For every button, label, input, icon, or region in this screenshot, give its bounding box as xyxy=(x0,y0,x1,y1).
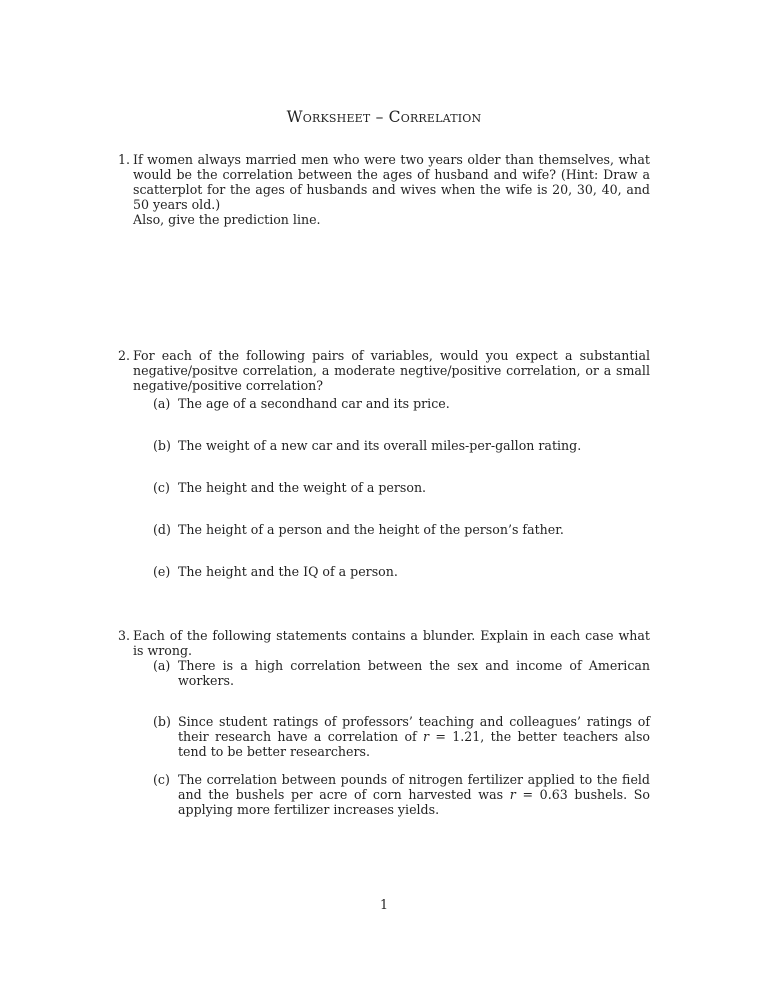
item-label: (c) xyxy=(153,772,170,787)
title-part-1: Worksheet xyxy=(286,108,371,126)
question-2-item-c xyxy=(153,480,650,495)
question-2-item-e xyxy=(153,564,650,579)
item-text: The height and the weight of a person. xyxy=(178,480,427,495)
question-3-item-a xyxy=(153,658,650,688)
question-2 xyxy=(118,348,650,393)
question-number: 2. xyxy=(118,348,131,363)
page-number: 1 xyxy=(379,897,388,912)
item-text-after: = 0.63 bushels. So applying more fertilizer increases yields. xyxy=(178,787,650,817)
question-2-item-d xyxy=(153,522,650,537)
question-number: 3. xyxy=(118,628,131,643)
page-title xyxy=(0,110,768,125)
variable-r: r xyxy=(509,787,516,802)
item-label: (a) xyxy=(153,658,171,673)
item-label: (b) xyxy=(153,438,171,453)
item-text-before: Since student ratings of professors’ teaching and colleagues’ ratings of their research have a correlation of xyxy=(178,714,650,744)
question-text: For each of the following pairs of variables, would you expect a substantial negative/positve correlation, a moderate negtive/positive correlation, or a small negative/positive correlation? xyxy=(133,348,650,393)
question-text-continued: Also, give the prediction line. xyxy=(133,212,321,227)
item-text: The height and the IQ of a person. xyxy=(178,564,398,579)
title-part-2: Correlation xyxy=(388,108,482,126)
item-text: The age of a secondhand car and its price. xyxy=(178,396,450,411)
question-2-item-a xyxy=(153,396,650,411)
question-2-item-b xyxy=(153,438,650,453)
variable-r: r xyxy=(423,729,430,744)
item-text: The weight of a new car and its overall miles-per-gallon rating. xyxy=(178,438,582,453)
item-label: (d) xyxy=(153,522,171,537)
question-number: 1. xyxy=(118,152,131,167)
question-1 xyxy=(118,152,650,227)
item-text xyxy=(178,772,650,817)
item-label: (b) xyxy=(153,714,171,729)
item-text xyxy=(178,714,650,759)
item-label: (c) xyxy=(153,480,170,495)
question-3 xyxy=(118,628,650,658)
item-label: (e) xyxy=(153,564,171,579)
question-text: Each of the following statements contains a blunder. Explain in each case what is wrong. xyxy=(133,628,650,658)
item-label: (a) xyxy=(153,396,171,411)
title-dash: – xyxy=(370,108,389,126)
item-text-before: The correlation between pounds of nitrogen fertilizer applied to the field and the bushels per acre of corn harvested was xyxy=(178,772,650,802)
item-text: There is a high correlation between the sex and income of American workers. xyxy=(178,658,650,688)
question-text: If women always married men who were two years older than themselves, what would be the correlation between the ages of husband and wife? (Hint: Draw a scatterplot for the ages of husbands and wives when the wife is 20, 30, 40, and 50 years old.) xyxy=(133,152,650,212)
question-3-item-c xyxy=(153,772,650,817)
question-3-item-b xyxy=(153,714,650,759)
item-text-after: = 1.21, the better teachers also tend to be better researchers. xyxy=(178,729,650,759)
item-text: The height of a person and the height of the person’s father. xyxy=(178,522,564,537)
